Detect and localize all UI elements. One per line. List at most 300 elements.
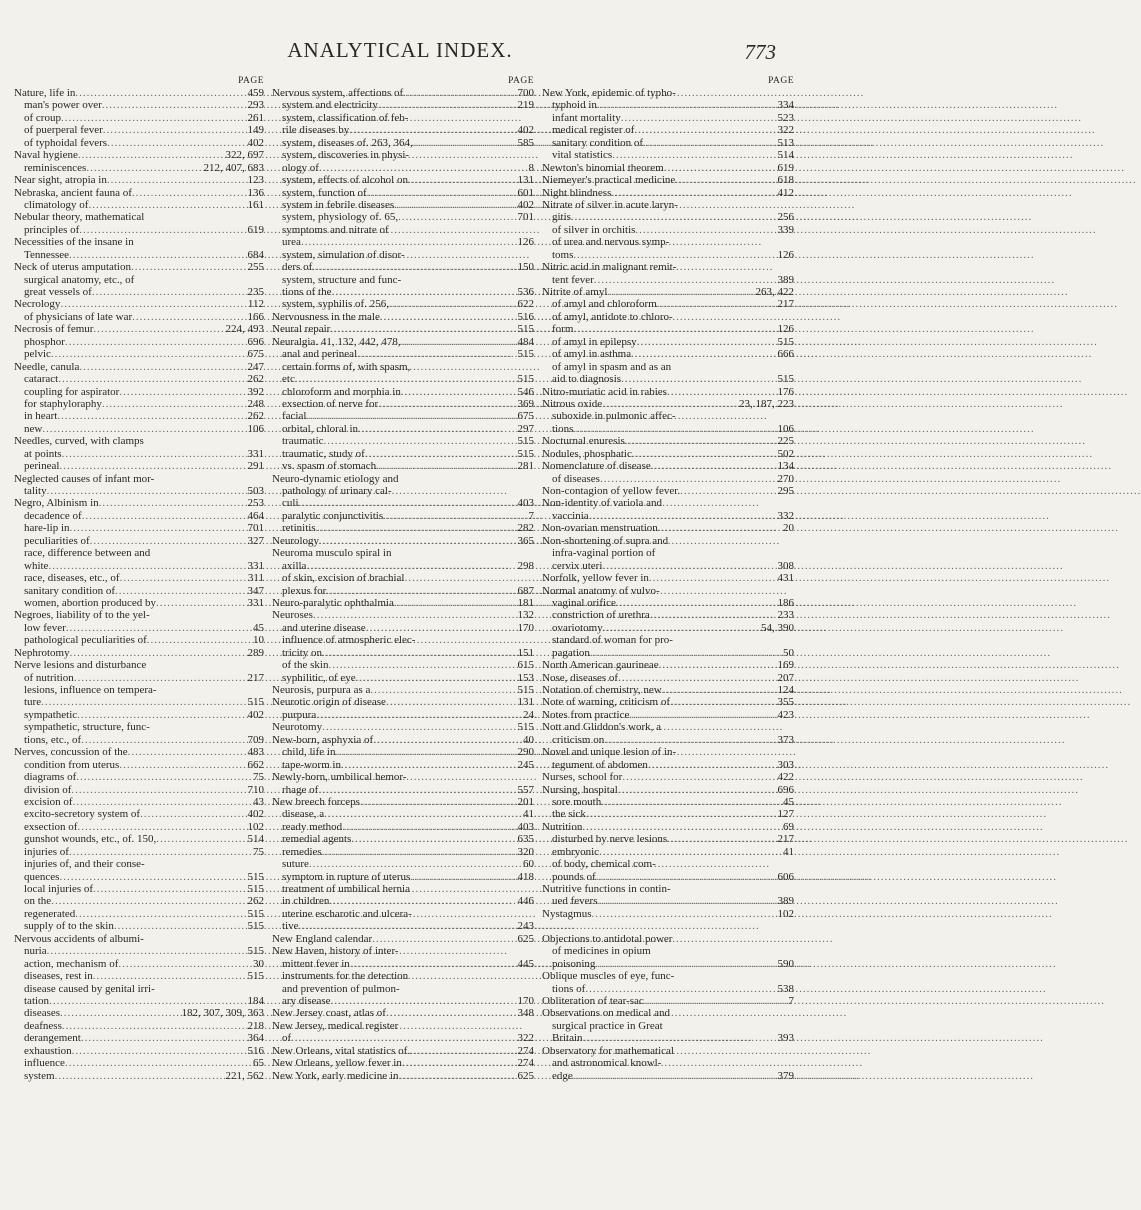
entry-text: ued fevers bbox=[552, 895, 598, 908]
entry-text: excision of bbox=[24, 795, 73, 808]
index-entry bbox=[14, 423, 264, 435]
index-entry bbox=[14, 721, 264, 733]
index-entry bbox=[272, 597, 534, 609]
entry-page-ref: 153 bbox=[517, 671, 534, 684]
entry-text: for staphyloraphy bbox=[24, 397, 102, 410]
entry-page-ref: 169 bbox=[777, 659, 794, 672]
index-entry bbox=[272, 311, 534, 323]
index-entry bbox=[272, 174, 534, 186]
entry-text: Tennessee bbox=[24, 248, 70, 261]
index-entry bbox=[272, 933, 534, 945]
leader-dots bbox=[103, 124, 246, 136]
entry-text: plexus for bbox=[282, 584, 327, 597]
entry-page-ref: 696 bbox=[777, 783, 794, 796]
entry-page-ref: 217 bbox=[777, 833, 794, 846]
index-entry bbox=[542, 187, 794, 199]
entry-page-ref: 290 bbox=[517, 746, 534, 759]
index-entry bbox=[272, 721, 534, 733]
entry-page-ref: 684 bbox=[247, 248, 264, 261]
entry-text: Night blindness bbox=[542, 186, 612, 199]
index-entry bbox=[542, 149, 794, 161]
index-entry bbox=[272, 162, 534, 174]
leader-dots bbox=[585, 983, 775, 995]
index-entry bbox=[272, 958, 534, 970]
entry-text: of amyl, antidote to chloro- bbox=[552, 310, 673, 323]
entry-page-ref: 536 bbox=[517, 286, 534, 298]
entry-text: surgical practice in Great bbox=[552, 1019, 663, 1032]
entry-text: at points bbox=[24, 447, 62, 460]
entry-text: Neuro-paralytic ophthalmia bbox=[272, 596, 394, 609]
index-entry bbox=[272, 236, 534, 248]
entry-text: man's power over bbox=[24, 99, 102, 112]
entry-page-ref: 423 bbox=[777, 708, 794, 721]
entry-page-ref: 515 bbox=[247, 907, 264, 920]
leader-dots bbox=[86, 162, 201, 174]
entry-page-ref: 50 bbox=[783, 646, 794, 659]
entry-text: phosphor bbox=[24, 335, 65, 348]
entry-text: Non-ovarian menstruation bbox=[542, 522, 658, 535]
index-entry bbox=[542, 746, 794, 758]
entry-text: New Orleans, yellow fever in bbox=[272, 1057, 402, 1070]
entry-text: North American gaurineae bbox=[542, 659, 659, 672]
index-entry bbox=[14, 87, 264, 99]
index-entry bbox=[14, 174, 264, 186]
leader-dots bbox=[612, 149, 775, 161]
entry-text: Neural repair bbox=[272, 323, 331, 336]
entry-text: New Jersey coast, atlas of bbox=[272, 1007, 386, 1020]
entry-text: Neuralgia. 41, 132, 442, 478, bbox=[272, 335, 401, 348]
entry-text: of puerperal fever bbox=[24, 124, 103, 137]
entry-text: Nystagmus bbox=[542, 907, 592, 920]
leader-dots bbox=[47, 945, 246, 957]
entry-page-ref: 514 bbox=[247, 833, 264, 846]
entry-page-ref: 557 bbox=[517, 783, 534, 796]
entry-text: urea bbox=[282, 236, 301, 249]
entry-text: tions of bbox=[552, 982, 586, 995]
entry-text: traumatic bbox=[282, 435, 324, 448]
leader-dots bbox=[571, 211, 776, 223]
entry-text: tions of the bbox=[282, 286, 332, 298]
entry-page-ref: 459 bbox=[247, 87, 264, 99]
index-entry bbox=[542, 1057, 794, 1069]
leader-dots bbox=[78, 149, 224, 161]
index-entry bbox=[14, 236, 264, 248]
index-entry bbox=[14, 361, 264, 373]
entry-text: system, structure and func- bbox=[282, 273, 402, 286]
entry-text: of silver in orchitis bbox=[552, 223, 636, 236]
index-entry bbox=[542, 224, 794, 236]
index-entry bbox=[542, 174, 794, 186]
entry-text: of the skin bbox=[282, 659, 329, 672]
entry-page-ref: 8 bbox=[528, 161, 534, 174]
entry-page-ref: 134 bbox=[777, 460, 794, 473]
entry-page-ref: 282 bbox=[517, 522, 534, 535]
index-entry bbox=[14, 112, 264, 124]
leader-dots bbox=[602, 398, 737, 410]
index-entry bbox=[542, 211, 794, 223]
index-entry bbox=[14, 323, 264, 335]
entry-text: ology of bbox=[282, 161, 319, 174]
leader-dots bbox=[107, 137, 245, 149]
leader-dots bbox=[367, 187, 516, 199]
entry-page-ref: 402 bbox=[247, 808, 264, 821]
entry-page-ref: 127 bbox=[777, 808, 794, 821]
entry-text: division of bbox=[24, 783, 72, 796]
page-number: 773 bbox=[744, 40, 776, 64]
entry-text: Nervous accidents of albumi- bbox=[14, 932, 144, 945]
entry-page-ref: 75 bbox=[253, 845, 264, 858]
index-entry bbox=[14, 784, 264, 796]
entry-page-ref: 261 bbox=[247, 111, 264, 124]
entry-text: of amyl in spasm and as an bbox=[552, 360, 672, 373]
index-entry bbox=[542, 659, 794, 671]
leader-dots bbox=[611, 187, 775, 199]
entry-text: Nitrate of silver in acute laryn- bbox=[542, 198, 678, 211]
entry-text: remedies bbox=[282, 845, 322, 858]
index-entry bbox=[542, 236, 794, 248]
entry-text: Nerves, concussion of the bbox=[14, 746, 128, 759]
index-entry bbox=[272, 746, 534, 758]
index-entry bbox=[14, 945, 264, 957]
leader-dots bbox=[589, 510, 776, 522]
section-gap bbox=[542, 920, 794, 932]
leader-dots bbox=[329, 895, 515, 907]
entry-text: of croup bbox=[24, 111, 61, 124]
entry-page-ref: 322 bbox=[517, 1032, 534, 1045]
leader-dots bbox=[62, 1020, 246, 1032]
leader-dots bbox=[316, 522, 516, 534]
leader-dots bbox=[331, 995, 516, 1007]
entry-page-ref: 373 bbox=[777, 733, 794, 746]
entry-page-ref: 327 bbox=[247, 534, 264, 547]
entry-page-ref: 106 bbox=[777, 422, 794, 435]
index-entry bbox=[272, 348, 534, 360]
entry-text: pathological peculiarities of bbox=[24, 634, 147, 647]
index-entry bbox=[14, 659, 264, 671]
entry-text: traumatic, study of bbox=[282, 447, 365, 460]
entry-page-ref: 389 bbox=[777, 273, 794, 286]
entry-text: diagrams of bbox=[24, 771, 77, 784]
entry-text: reminiscences bbox=[24, 161, 87, 174]
entry-text: Newton's binomial theorem bbox=[542, 161, 664, 174]
leader-dots bbox=[99, 497, 246, 509]
entry-page-ref: 225 bbox=[777, 435, 794, 448]
entry-text: nuria bbox=[24, 945, 47, 958]
leader-dots bbox=[328, 659, 515, 671]
index-entry bbox=[14, 746, 264, 758]
entry-text: disturbed by nerve lesions bbox=[552, 833, 668, 846]
index-entry bbox=[272, 920, 534, 932]
entry-text: Observations on medical and bbox=[542, 1007, 670, 1020]
entry-text: Nott and Gliddon's work, a bbox=[542, 721, 661, 734]
entry-page-ref: 710 bbox=[247, 783, 264, 796]
index-entry bbox=[272, 336, 534, 348]
index-entry bbox=[542, 609, 794, 621]
index-entry bbox=[542, 162, 794, 174]
index-entry bbox=[14, 858, 264, 870]
entry-page-ref: 675 bbox=[517, 410, 534, 423]
leader-dots bbox=[643, 137, 775, 149]
entry-text: uterine escharotic and ulcera- bbox=[282, 907, 412, 920]
entry-text: pelvic bbox=[24, 348, 51, 361]
entry-page-ref: 516 bbox=[247, 1044, 264, 1057]
entry-text: influence bbox=[24, 1057, 65, 1070]
leader-dots bbox=[398, 1070, 515, 1082]
entry-page-ref: 308 bbox=[777, 559, 794, 572]
leader-dots bbox=[675, 174, 775, 186]
leader-dots bbox=[332, 286, 516, 298]
leader-dots bbox=[601, 796, 781, 808]
leader-dots bbox=[74, 672, 246, 684]
leader-dots bbox=[604, 734, 775, 746]
entry-text: New Haven, history of inter- bbox=[272, 945, 399, 958]
entry-page-ref: 247 bbox=[247, 360, 264, 373]
entry-text: race, difference between and bbox=[24, 547, 151, 560]
entry-page-ref: 515 bbox=[777, 373, 794, 386]
index-entry bbox=[542, 672, 794, 684]
entry-text: New Jersey, medical register bbox=[272, 1019, 399, 1032]
leader-dots bbox=[306, 410, 515, 422]
leader-dots bbox=[70, 647, 246, 659]
entry-page-ref: 245 bbox=[517, 758, 534, 771]
entry-page-ref: 515 bbox=[517, 447, 534, 460]
leader-dots bbox=[632, 448, 776, 460]
index-entry bbox=[14, 908, 264, 920]
index-entry bbox=[272, 187, 534, 199]
entry-page-ref: 166 bbox=[247, 310, 264, 323]
entry-text: Non-contagion of yellow fever. bbox=[542, 485, 681, 497]
entry-text: Neglected causes of infant mor- bbox=[14, 472, 155, 485]
index-entry bbox=[272, 274, 534, 286]
leader-dots bbox=[342, 821, 515, 833]
page-column-label: PAGE bbox=[768, 76, 794, 86]
entry-text: child, life in bbox=[282, 746, 336, 759]
leader-dots bbox=[350, 958, 516, 970]
entry-page-ref: 515 bbox=[517, 348, 534, 361]
index-entry bbox=[272, 622, 534, 634]
entry-text: ders of bbox=[282, 261, 313, 274]
entry-text: of physicians of late war bbox=[24, 310, 133, 323]
entry-page-ref: 515 bbox=[247, 883, 264, 895]
index-entry bbox=[14, 647, 264, 659]
entry-text: derangement bbox=[24, 1032, 81, 1045]
entry-text: Nursing, hospital bbox=[542, 783, 618, 796]
entry-page-ref: 186 bbox=[777, 596, 794, 609]
index-entry bbox=[272, 771, 534, 783]
leader-dots bbox=[621, 112, 776, 124]
entry-page-ref: 262 bbox=[247, 373, 264, 386]
index-entry bbox=[14, 1020, 264, 1032]
entry-page-ref: 41 bbox=[783, 845, 794, 858]
leader-dots bbox=[71, 784, 245, 796]
index-entry bbox=[272, 1032, 534, 1044]
entry-text: Nebular theory, mathematical bbox=[14, 211, 145, 224]
entry-text: medical register of bbox=[552, 124, 635, 137]
leader-dots bbox=[156, 833, 245, 845]
entry-text: ary disease bbox=[282, 994, 331, 1007]
entry-text: system in febrile diseases bbox=[282, 198, 395, 211]
entry-text: perineal bbox=[24, 460, 60, 473]
leader-dots bbox=[92, 286, 246, 298]
entry-page-ref: 622 bbox=[517, 298, 534, 311]
entry-text: coupling for aspirator bbox=[24, 385, 120, 398]
leader-dots bbox=[592, 908, 776, 920]
index-entry bbox=[542, 410, 794, 422]
entry-text: cervix uteri bbox=[552, 559, 603, 572]
entry-page-ref: 369 bbox=[517, 397, 534, 410]
leader-dots bbox=[301, 236, 516, 248]
entry-page-ref: 402 bbox=[517, 124, 534, 137]
leader-dots bbox=[59, 460, 245, 472]
entry-page-ref: 248 bbox=[247, 397, 264, 410]
index-entry bbox=[542, 386, 794, 398]
leader-dots bbox=[322, 846, 516, 858]
entry-text: standard of woman for pro- bbox=[552, 634, 673, 647]
entry-text: disease caused by genital irri- bbox=[24, 982, 155, 995]
entry-page-ref: 625 bbox=[517, 932, 534, 945]
index-entry bbox=[14, 883, 264, 895]
entry-text: sympathetic, structure, func- bbox=[24, 721, 150, 734]
index-entry bbox=[14, 585, 264, 597]
index-entry bbox=[14, 336, 264, 348]
index-column-3 bbox=[542, 76, 794, 1082]
entry-text: injuries of bbox=[24, 845, 69, 858]
leader-dots bbox=[586, 808, 776, 820]
entry-page-ref: 402 bbox=[517, 198, 534, 211]
index-entry bbox=[272, 261, 534, 273]
entry-page-ref: 701 bbox=[517, 211, 534, 224]
leader-dots bbox=[667, 386, 776, 398]
index-entry bbox=[542, 958, 794, 970]
index-entry bbox=[14, 386, 264, 398]
index-entry bbox=[272, 858, 534, 870]
entry-text: axilla bbox=[282, 559, 307, 572]
leader-dots bbox=[120, 572, 246, 584]
entry-text: etc bbox=[282, 373, 295, 386]
entry-text: Necessities of the insane in bbox=[14, 236, 134, 249]
entry-text: quences bbox=[24, 870, 60, 883]
index-entry bbox=[542, 361, 794, 373]
entry-text: ovariotomy bbox=[552, 621, 603, 634]
leader-dots bbox=[79, 224, 245, 236]
entry-text: Novel and unique lesion of in- bbox=[542, 746, 677, 759]
leader-dots bbox=[299, 920, 516, 932]
entry-page-ref: 403 bbox=[517, 497, 534, 510]
entry-page-ref: 274 bbox=[517, 1057, 534, 1070]
leader-dots bbox=[658, 522, 781, 534]
leader-dots bbox=[51, 895, 245, 907]
entry-text: injuries of, and their conse- bbox=[24, 858, 145, 871]
leader-dots bbox=[42, 423, 245, 435]
entry-text: excito-secretory system of bbox=[24, 808, 141, 821]
entry-text: Neuroma musculo spiral in bbox=[272, 547, 392, 560]
entry-text: instruments for the detection bbox=[282, 970, 409, 983]
index-entry bbox=[542, 821, 794, 833]
entry-text: system, function of bbox=[282, 186, 367, 199]
entry-page-ref: 102 bbox=[247, 820, 264, 833]
index-entry bbox=[272, 659, 534, 671]
index-entry bbox=[272, 672, 534, 684]
entry-page-ref: 392 bbox=[247, 385, 264, 398]
entry-page-ref: 320 bbox=[517, 845, 534, 858]
entry-text: infant mortality bbox=[552, 111, 621, 124]
entry-text: of typhoidal fevers bbox=[24, 136, 108, 149]
index-entry bbox=[542, 435, 794, 447]
leader-dots bbox=[372, 933, 515, 945]
entry-text: diseases bbox=[24, 1007, 61, 1020]
entry-page-ref: 291 bbox=[247, 460, 264, 473]
entry-text: Neurology bbox=[272, 534, 320, 547]
entry-page-ref: 585 bbox=[517, 136, 534, 149]
entry-page-ref: 176 bbox=[777, 385, 794, 398]
index-entry bbox=[272, 497, 534, 509]
entry-text: Nurses, school for bbox=[542, 771, 623, 784]
leader-dots bbox=[132, 311, 245, 323]
entry-text: lesions, influence on tempera- bbox=[24, 684, 157, 696]
leader-dots bbox=[365, 448, 516, 460]
leader-dots bbox=[349, 124, 515, 136]
entry-page-ref: 112 bbox=[247, 298, 264, 311]
entry-text: system and electricity bbox=[282, 99, 378, 112]
entry-text: Negroes, liability of to the yel- bbox=[14, 609, 150, 622]
leader-dots bbox=[295, 373, 516, 385]
index-entry bbox=[272, 373, 534, 385]
leader-dots bbox=[330, 323, 515, 335]
entry-page-ref: 625 bbox=[517, 1069, 534, 1082]
index-entry bbox=[542, 448, 794, 460]
index-entry bbox=[14, 311, 264, 323]
index-entry bbox=[14, 149, 264, 161]
entry-text: system bbox=[24, 1069, 55, 1082]
leader-dots bbox=[82, 510, 246, 522]
index-entry bbox=[272, 386, 534, 398]
leader-dots bbox=[335, 746, 515, 758]
index-entry bbox=[14, 933, 264, 945]
index-entry bbox=[272, 572, 534, 584]
leader-dots bbox=[402, 1057, 516, 1069]
index-entry bbox=[272, 995, 534, 1007]
entry-page-ref: 7 bbox=[528, 509, 534, 522]
entry-page-ref: 303 bbox=[777, 758, 794, 771]
entry-page-ref: 126 bbox=[777, 323, 794, 336]
index-entry bbox=[542, 796, 794, 808]
entry-text: Nerve lesions and disturbance bbox=[14, 659, 147, 672]
entry-page-ref: 106 bbox=[247, 422, 264, 435]
index-entry bbox=[272, 149, 534, 161]
entry-page-ref: 523 bbox=[777, 111, 794, 124]
leader-dots bbox=[49, 995, 245, 1007]
leader-dots bbox=[360, 796, 516, 808]
leader-dots bbox=[631, 348, 775, 360]
entry-text: of nutrition bbox=[24, 671, 74, 684]
index-entry bbox=[542, 871, 794, 883]
entry-text: influence of atmospheric elec- bbox=[282, 634, 416, 647]
entry-text: Nodules, phosphatic bbox=[542, 447, 632, 460]
leader-dots bbox=[573, 423, 775, 435]
index-entry bbox=[542, 597, 794, 609]
entry-page-ref: 256 bbox=[777, 211, 794, 224]
entry-page-ref: 606 bbox=[777, 870, 794, 883]
index-entry bbox=[14, 398, 264, 410]
entry-page-ref: 331 bbox=[247, 447, 264, 460]
index-entry bbox=[272, 647, 534, 659]
leader-dots bbox=[634, 124, 775, 136]
entry-text: Nocturnal enuresis bbox=[542, 435, 625, 448]
index-entry bbox=[542, 510, 794, 522]
entry-page-ref: 69 bbox=[783, 820, 794, 833]
entry-text: vital statistics bbox=[552, 149, 613, 162]
index-entry bbox=[14, 298, 264, 310]
